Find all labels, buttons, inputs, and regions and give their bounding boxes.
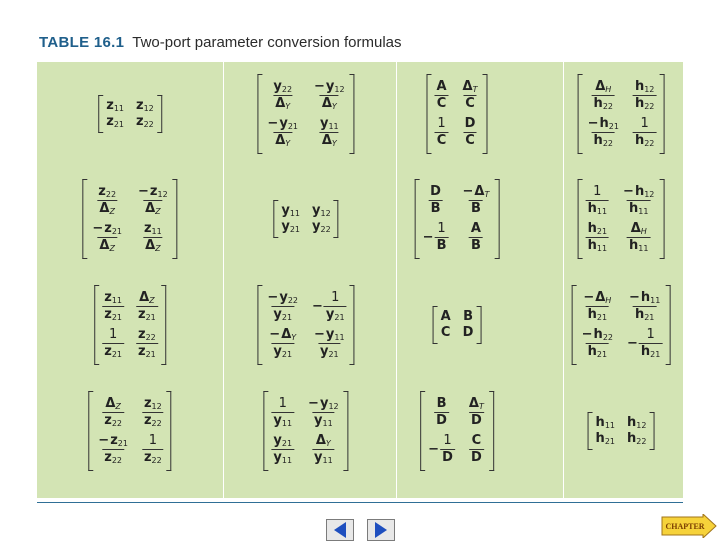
conversion-matrix xyxy=(263,391,348,471)
right-bracket xyxy=(161,285,166,365)
right-bracket xyxy=(489,391,494,471)
matrix-entry: $\frac{B}{D}$ xyxy=(436,396,447,428)
matrix-entry: $h_{11}$ xyxy=(595,415,615,430)
matrix-entry: $\frac{1}{y_{11}}$ xyxy=(273,396,293,428)
matrix-entry: − $\frac{1}{D}$ xyxy=(428,433,453,465)
matrix-entry: $\frac{-y_{12}}{y_{11}}$ xyxy=(308,396,339,428)
conversion-matrix xyxy=(257,74,354,154)
matrix-entry: $\frac{D}{C}$ xyxy=(464,116,476,148)
matrix-entry: $z_{11}$ xyxy=(106,98,124,113)
column-divider xyxy=(223,62,224,498)
conversion-matrix xyxy=(82,179,177,259)
matrix-entry: $\frac{-h_{22}}{h_{21}}$ xyxy=(581,327,613,359)
right-bracket xyxy=(344,391,349,471)
arrow-right-icon xyxy=(375,522,387,538)
matrix-entry: $\frac{\Delta_Z}{z_{22}}$ xyxy=(104,396,122,428)
next-slide-button[interactable] xyxy=(367,519,395,541)
conversion-matrix xyxy=(94,285,166,365)
right-bracket xyxy=(173,179,178,259)
right-bracket xyxy=(649,412,654,450)
table-title xyxy=(39,34,402,51)
matrix-entry: $\frac{-y_{11}}{y_{21}}$ xyxy=(314,327,345,359)
matrix-entry: $\frac{z_{22}}{z_{21}}$ xyxy=(138,327,156,359)
matrix-entry: $y_{22}$ xyxy=(312,219,331,234)
matrix-entry: $\frac{C}{D}$ xyxy=(470,433,482,465)
table-caption: Two-port parameter conversion formulas xyxy=(132,34,402,51)
matrix-entry: $\frac{-\Delta_H}{h_{21}}$ xyxy=(583,290,612,322)
matrix-entry: $\frac{-y_{21}}{\Delta_Y}$ xyxy=(267,116,298,148)
matrix-entry: − $\frac{1}{y_{21}}$ xyxy=(312,290,345,322)
matrix-entry: $h_{21}$ xyxy=(595,431,615,446)
matrix-entry: $\frac{y_{21}}{y_{11}}$ xyxy=(273,433,293,465)
matrix-entry: $\frac{\Delta_H}{h_{22}}$ xyxy=(593,79,613,111)
matrix-entry: $\frac{-y_{22}}{y_{21}}$ xyxy=(267,290,298,322)
conversion-matrix xyxy=(588,412,655,450)
matrix-entry: $\frac{D}{B}$ xyxy=(430,184,441,216)
matrix-entry: $\frac{\Delta_Y}{y_{11}}$ xyxy=(314,433,333,465)
matrix-entry: $z_{22}$ xyxy=(136,114,154,129)
right-bracket xyxy=(659,179,664,259)
matrix-entry: − $\frac{1}{h_{21}}$ xyxy=(627,327,661,359)
conversion-matrix xyxy=(572,285,671,365)
matrix-entry: $y_{21}$ xyxy=(281,219,300,234)
matrix-entry: $z_{12}$ xyxy=(136,98,154,113)
column-divider xyxy=(563,62,564,498)
matrix-entry: $\frac{\Delta_T}{C}$ xyxy=(462,79,478,111)
conversion-matrix xyxy=(88,391,171,471)
matrix-entry: $\frac{-\Delta_T}{B}$ xyxy=(462,184,490,216)
matrix-entry: $\frac{-h_{12}}{h_{11}}$ xyxy=(623,184,655,216)
table-bottom-rule xyxy=(37,502,683,503)
matrix-entry: $\frac{-z_{21}}{z_{22}}$ xyxy=(98,433,128,465)
matrix-entry: $\frac{-h_{11}}{h_{21}}$ xyxy=(629,290,661,322)
matrix-entry: C xyxy=(440,325,451,340)
conversion-matrix xyxy=(578,74,665,154)
matrix-entry: $h_{12}$ xyxy=(627,415,647,430)
matrix-entry: $\frac{z_{22}}{\Delta_Z}$ xyxy=(98,184,117,216)
matrix-entry: $z_{21}$ xyxy=(106,114,124,129)
matrix-entry: $\frac{z_{12}}{z_{22}}$ xyxy=(143,396,162,428)
matrix-entry: $\frac{1}{h_{11}}$ xyxy=(587,184,608,216)
table-number: TABLE 16.1 xyxy=(39,34,125,51)
right-bracket xyxy=(659,74,664,154)
matrix-entry: − $\frac{1}{B}$ xyxy=(422,221,447,253)
matrix-entry: $\frac{1}{C}$ xyxy=(436,116,447,148)
right-bracket xyxy=(167,391,172,471)
matrix-entry: $\frac{A}{C}$ xyxy=(436,79,447,111)
right-bracket xyxy=(483,74,488,154)
matrix-entry: $\frac{h_{12}}{h_{22}}$ xyxy=(634,79,655,111)
conversion-matrix xyxy=(578,179,665,259)
matrix-entry: $\frac{-z_{12}}{\Delta_Z}$ xyxy=(138,184,168,216)
conversion-matrix xyxy=(257,285,354,365)
right-bracket xyxy=(476,306,481,344)
matrix-entry: $\frac{-y_{12}}{\Delta_Y}$ xyxy=(314,79,345,111)
chapter-button-label: CHAPTER xyxy=(665,521,705,531)
matrix-entry: $\frac{1}{z_{22}}$ xyxy=(143,433,162,465)
previous-slide-button[interactable] xyxy=(326,519,354,541)
matrix-entry: $\frac{h_{21}}{h_{11}}$ xyxy=(587,221,608,253)
matrix-entry: $\frac{\Delta_H}{h_{11}}$ xyxy=(629,221,649,253)
matrix-entry: $y_{11}$ xyxy=(281,203,300,218)
conversion-matrix xyxy=(433,306,482,344)
matrix-entry: $\frac{z_{11}}{z_{21}}$ xyxy=(104,290,122,322)
matrix-entry: $h_{22}$ xyxy=(627,431,647,446)
matrix-entry: $\frac{1}{h_{22}}$ xyxy=(634,116,655,148)
arrow-left-icon xyxy=(334,522,346,538)
right-bracket xyxy=(350,285,355,365)
conversion-matrix xyxy=(415,179,500,259)
matrix-entry: $\frac{1}{z_{21}}$ xyxy=(104,327,122,359)
matrix-entry: $\frac{z_{11}}{\Delta_Z}$ xyxy=(143,221,162,253)
matrix-entry: $\frac{\Delta_T}{D}$ xyxy=(468,396,484,428)
matrix-entry: $y_{12}$ xyxy=(312,203,331,218)
matrix-entry: $\frac{A}{B}$ xyxy=(470,221,481,253)
matrix-entry: B xyxy=(463,309,473,324)
conversion-matrix xyxy=(98,95,162,133)
matrix-entry: $\frac{-\Delta_Y}{y_{21}}$ xyxy=(269,327,297,359)
right-bracket xyxy=(494,179,499,259)
chapter-button[interactable] xyxy=(661,514,717,538)
matrix-entry: $\frac{y_{11}}{\Delta_Y}$ xyxy=(319,116,339,148)
matrix-entry: $\frac{y_{22}}{\Delta_Y}$ xyxy=(273,79,293,111)
column-divider xyxy=(396,62,397,498)
matrix-entry: $\frac{\Delta_Z}{z_{21}}$ xyxy=(138,290,156,322)
matrix-entry: D xyxy=(462,325,474,340)
matrix-entry: A xyxy=(440,309,451,324)
conversion-matrix xyxy=(273,200,338,238)
matrix-entry: $\frac{-h_{21}}{h_{22}}$ xyxy=(587,116,619,148)
right-bracket xyxy=(350,74,355,154)
conversion-matrix xyxy=(426,74,487,154)
conversion-matrix xyxy=(420,391,494,471)
right-bracket xyxy=(665,285,670,365)
right-bracket xyxy=(157,95,162,133)
right-bracket xyxy=(334,200,339,238)
matrix-entry: $\frac{-z_{21}}{\Delta_Z}$ xyxy=(92,221,122,253)
